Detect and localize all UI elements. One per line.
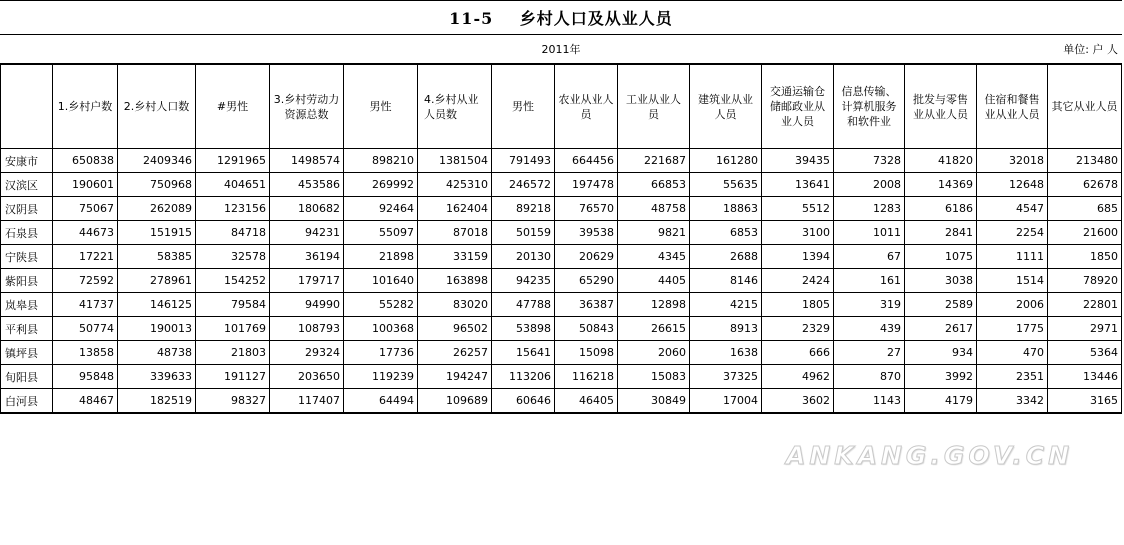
- value-cell: 1514: [977, 269, 1048, 293]
- value-cell: 8913: [690, 317, 762, 341]
- value-cell: 3100: [762, 221, 834, 245]
- value-cell: 213480: [1048, 149, 1122, 173]
- value-cell: 101769: [196, 317, 270, 341]
- table-title-text: 乡村人口及从业人员: [519, 9, 673, 28]
- value-cell: 269992: [344, 173, 418, 197]
- region-name-cell: 白河县: [1, 389, 53, 414]
- value-cell: 15098: [555, 341, 618, 365]
- table-body: [1, 149, 1122, 414]
- value-cell: 12898: [618, 293, 690, 317]
- value-cell: 36194: [270, 245, 344, 269]
- value-cell: 22801: [1048, 293, 1122, 317]
- value-cell: 870: [834, 365, 905, 389]
- value-cell: 94235: [492, 269, 555, 293]
- value-cell: 79584: [196, 293, 270, 317]
- value-cell: 87018: [418, 221, 492, 245]
- value-cell: 685: [1048, 197, 1122, 221]
- value-cell: 119239: [344, 365, 418, 389]
- value-cell: 453586: [270, 173, 344, 197]
- value-cell: 2688: [690, 245, 762, 269]
- value-cell: 37325: [690, 365, 762, 389]
- value-cell: 1291965: [196, 149, 270, 173]
- value-cell: 21898: [344, 245, 418, 269]
- region-name-cell: 安康市: [1, 149, 53, 173]
- value-cell: 190013: [118, 317, 196, 341]
- value-cell: 13641: [762, 173, 834, 197]
- value-cell: 27: [834, 341, 905, 365]
- table-row: [1, 341, 1122, 365]
- value-cell: 83020: [418, 293, 492, 317]
- header-cell: 信息传输、计算机服务和软件业: [834, 65, 905, 149]
- value-cell: 791493: [492, 149, 555, 173]
- year-label: 2011年: [541, 43, 581, 56]
- value-cell: 47788: [492, 293, 555, 317]
- value-cell: 898210: [344, 149, 418, 173]
- value-cell: 3038: [905, 269, 977, 293]
- value-cell: 2008: [834, 173, 905, 197]
- value-cell: 84718: [196, 221, 270, 245]
- value-cell: 117407: [270, 389, 344, 414]
- value-cell: 33159: [418, 245, 492, 269]
- header-cell: 农业从业人员: [555, 65, 618, 149]
- value-cell: 182519: [118, 389, 196, 414]
- value-cell: 58385: [118, 245, 196, 269]
- value-cell: 55282: [344, 293, 418, 317]
- value-cell: 161: [834, 269, 905, 293]
- value-cell: 108793: [270, 317, 344, 341]
- value-cell: 75067: [53, 197, 118, 221]
- value-cell: 404651: [196, 173, 270, 197]
- value-cell: 278961: [118, 269, 196, 293]
- value-cell: 17004: [690, 389, 762, 414]
- value-cell: 20130: [492, 245, 555, 269]
- header-cell: 男性: [492, 65, 555, 149]
- value-cell: 41820: [905, 149, 977, 173]
- value-cell: 48738: [118, 341, 196, 365]
- region-name-cell: 紫阳县: [1, 269, 53, 293]
- value-cell: 4179: [905, 389, 977, 414]
- value-cell: 2589: [905, 293, 977, 317]
- value-cell: 4962: [762, 365, 834, 389]
- value-cell: 66853: [618, 173, 690, 197]
- table-row: [1, 149, 1122, 173]
- value-cell: 89218: [492, 197, 555, 221]
- value-cell: 14369: [905, 173, 977, 197]
- value-cell: 1638: [690, 341, 762, 365]
- table-row: [1, 221, 1122, 245]
- value-cell: 1381504: [418, 149, 492, 173]
- value-cell: 26615: [618, 317, 690, 341]
- value-cell: 191127: [196, 365, 270, 389]
- value-cell: 26257: [418, 341, 492, 365]
- value-cell: 1850: [1048, 245, 1122, 269]
- header-cell: 其它从业人员: [1048, 65, 1122, 149]
- value-cell: 4215: [690, 293, 762, 317]
- header-cell: #男性: [196, 65, 270, 149]
- value-cell: 50843: [555, 317, 618, 341]
- value-cell: 92464: [344, 197, 418, 221]
- value-cell: 2329: [762, 317, 834, 341]
- value-cell: 6186: [905, 197, 977, 221]
- header-cell: 建筑业从业人员: [690, 65, 762, 149]
- value-cell: 64494: [344, 389, 418, 414]
- region-name-cell: 石泉县: [1, 221, 53, 245]
- value-cell: 2971: [1048, 317, 1122, 341]
- table-row: [1, 389, 1122, 414]
- subtitle-bar: [0, 34, 1122, 65]
- value-cell: 2351: [977, 365, 1048, 389]
- title-bar: [0, 0, 1122, 35]
- value-cell: 194247: [418, 365, 492, 389]
- watermark: ANKANG.GOV.CN: [786, 441, 1074, 470]
- value-cell: 154252: [196, 269, 270, 293]
- value-cell: 4547: [977, 197, 1048, 221]
- header-cell: 工业从业人员: [618, 65, 690, 149]
- value-cell: 62678: [1048, 173, 1122, 197]
- value-cell: 55635: [690, 173, 762, 197]
- value-cell: 190601: [53, 173, 118, 197]
- value-cell: 1143: [834, 389, 905, 414]
- header-cell: 批发与零售业从业人员: [905, 65, 977, 149]
- region-name-cell: 宁陕县: [1, 245, 53, 269]
- value-cell: 750968: [118, 173, 196, 197]
- header-cell: 交通运输仓储邮政业从业人员: [762, 65, 834, 149]
- value-cell: 246572: [492, 173, 555, 197]
- value-cell: 29324: [270, 341, 344, 365]
- region-name-cell: 平利县: [1, 317, 53, 341]
- header-cell: 住宿和餐售业从业人员: [977, 65, 1048, 149]
- value-cell: 4405: [618, 269, 690, 293]
- value-cell: 41737: [53, 293, 118, 317]
- value-cell: 72592: [53, 269, 118, 293]
- unit-label: 单位: 户 人: [1063, 43, 1118, 56]
- value-cell: 53898: [492, 317, 555, 341]
- table-row: [1, 197, 1122, 221]
- value-cell: 20629: [555, 245, 618, 269]
- value-cell: 17221: [53, 245, 118, 269]
- region-name-cell: 岚皋县: [1, 293, 53, 317]
- value-cell: 203650: [270, 365, 344, 389]
- value-cell: 2409346: [118, 149, 196, 173]
- value-cell: 101640: [344, 269, 418, 293]
- value-cell: 15641: [492, 341, 555, 365]
- table-row: [1, 317, 1122, 341]
- value-cell: 179717: [270, 269, 344, 293]
- region-name-cell: 汉滨区: [1, 173, 53, 197]
- value-cell: 3165: [1048, 389, 1122, 414]
- value-cell: 113206: [492, 365, 555, 389]
- value-cell: 98327: [196, 389, 270, 414]
- value-cell: 13858: [53, 341, 118, 365]
- value-cell: 1111: [977, 245, 1048, 269]
- value-cell: 1283: [834, 197, 905, 221]
- value-cell: 30849: [618, 389, 690, 414]
- value-cell: 50774: [53, 317, 118, 341]
- value-cell: 36387: [555, 293, 618, 317]
- value-cell: 6853: [690, 221, 762, 245]
- value-cell: 319: [834, 293, 905, 317]
- value-cell: 2617: [905, 317, 977, 341]
- table-row: [1, 173, 1122, 197]
- value-cell: 8146: [690, 269, 762, 293]
- value-cell: 21600: [1048, 221, 1122, 245]
- table-row: [1, 293, 1122, 317]
- value-cell: 262089: [118, 197, 196, 221]
- value-cell: 44673: [53, 221, 118, 245]
- table-title: [439, 6, 683, 29]
- table-row: [1, 269, 1122, 293]
- value-cell: 95848: [53, 365, 118, 389]
- header-cell: 2.乡村人口数: [118, 65, 196, 149]
- value-cell: 7328: [834, 149, 905, 173]
- value-cell: 180682: [270, 197, 344, 221]
- value-cell: 1011: [834, 221, 905, 245]
- value-cell: 39435: [762, 149, 834, 173]
- value-cell: 32018: [977, 149, 1048, 173]
- value-cell: 5512: [762, 197, 834, 221]
- value-cell: 425310: [418, 173, 492, 197]
- value-cell: 3602: [762, 389, 834, 414]
- header-row: [1, 65, 1122, 149]
- value-cell: 1498574: [270, 149, 344, 173]
- value-cell: 48467: [53, 389, 118, 414]
- region-name-cell: 旬阳县: [1, 365, 53, 389]
- header-cell: 1.乡村户数: [53, 65, 118, 149]
- value-cell: 116218: [555, 365, 618, 389]
- value-cell: 2254: [977, 221, 1048, 245]
- value-cell: 96502: [418, 317, 492, 341]
- value-cell: 664456: [555, 149, 618, 173]
- value-cell: 13446: [1048, 365, 1122, 389]
- value-cell: 18863: [690, 197, 762, 221]
- value-cell: 151915: [118, 221, 196, 245]
- value-cell: 17736: [344, 341, 418, 365]
- value-cell: 3342: [977, 389, 1048, 414]
- data-table: [0, 64, 1122, 414]
- region-name-cell: 镇坪县: [1, 341, 53, 365]
- value-cell: 32578: [196, 245, 270, 269]
- value-cell: 15083: [618, 365, 690, 389]
- table-number: 11-5: [449, 9, 494, 28]
- value-cell: 65290: [555, 269, 618, 293]
- value-cell: 50159: [492, 221, 555, 245]
- value-cell: 46405: [555, 389, 618, 414]
- value-cell: 60646: [492, 389, 555, 414]
- value-cell: 2841: [905, 221, 977, 245]
- value-cell: 650838: [53, 149, 118, 173]
- value-cell: 934: [905, 341, 977, 365]
- value-cell: 1075: [905, 245, 977, 269]
- value-cell: 55097: [344, 221, 418, 245]
- value-cell: 470: [977, 341, 1048, 365]
- header-cell: 4.乡村从业人员数: [418, 65, 492, 149]
- value-cell: 1805: [762, 293, 834, 317]
- value-cell: 100368: [344, 317, 418, 341]
- value-cell: 3992: [905, 365, 977, 389]
- value-cell: 339633: [118, 365, 196, 389]
- value-cell: 4345: [618, 245, 690, 269]
- value-cell: 146125: [118, 293, 196, 317]
- header-cell: [1, 65, 53, 149]
- value-cell: 666: [762, 341, 834, 365]
- value-cell: 39538: [555, 221, 618, 245]
- value-cell: 2424: [762, 269, 834, 293]
- region-name-cell: 汉阴县: [1, 197, 53, 221]
- value-cell: 1775: [977, 317, 1048, 341]
- value-cell: 48758: [618, 197, 690, 221]
- value-cell: 2006: [977, 293, 1048, 317]
- value-cell: 94231: [270, 221, 344, 245]
- header-cell: 3.乡村劳动力资源总数: [270, 65, 344, 149]
- value-cell: 9821: [618, 221, 690, 245]
- value-cell: 12648: [977, 173, 1048, 197]
- value-cell: 1394: [762, 245, 834, 269]
- value-cell: 221687: [618, 149, 690, 173]
- value-cell: 94990: [270, 293, 344, 317]
- value-cell: 123156: [196, 197, 270, 221]
- table-row: [1, 245, 1122, 269]
- value-cell: 162404: [418, 197, 492, 221]
- value-cell: 439: [834, 317, 905, 341]
- value-cell: 2060: [618, 341, 690, 365]
- value-cell: 5364: [1048, 341, 1122, 365]
- table-row: [1, 365, 1122, 389]
- value-cell: 76570: [555, 197, 618, 221]
- value-cell: 197478: [555, 173, 618, 197]
- value-cell: 67: [834, 245, 905, 269]
- header-cell: 男性: [344, 65, 418, 149]
- value-cell: 109689: [418, 389, 492, 414]
- value-cell: 21803: [196, 341, 270, 365]
- value-cell: 163898: [418, 269, 492, 293]
- value-cell: 161280: [690, 149, 762, 173]
- value-cell: 78920: [1048, 269, 1122, 293]
